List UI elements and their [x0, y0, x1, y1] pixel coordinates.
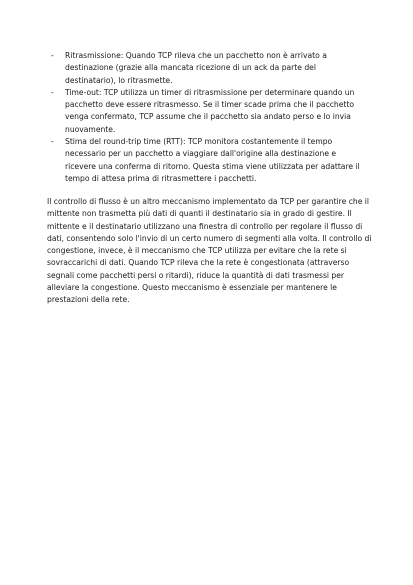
bullet-marker: - [51, 87, 54, 97]
bullet-item-timeout [47, 87, 367, 136]
body-paragraph: Il controllo di flusso è un altro meccanismo implementato da TCP per garantire che il mittente non trasmetta più dati di quanti il destinatario sia in grado di gestire. Il mittente e il destinatario utilizzano una finestra di controllo per regolare il flusso di dati, consentendo solo l'invio di un certo numero di segmenti alla volta. Il controllo di congestione, invece, è il meccanismo che TCP utilizza per evitare che la rete si sovraccarichi di dati. Quando TCP rileva che la rete è congestionata (attraverso segnali come pacchetti persi o ritardi), riduce la quantità di dati trasmessi per alleviare la congestione. Questo meccanismo è essenziale per mantenere le prestazioni della rete. [47, 197, 372, 305]
bullet-item-retransmission [47, 50, 367, 87]
bullet-text: Stima del round-trip time (RTT): TCP monitora costantemente il tempo necessario per un pacchetto a viaggiare dall'origine alla destinazione e ricevere una conferma di ritorno. Questa stima viene utilizzata per adattare il tempo di attesa prima di ritrasmettere i pacchetti. [65, 137, 360, 183]
bullet-text: Time-out: TCP utilizza un timer di ritrasmissione per determinare quando un pacchetto deve essere ritrasmesso. Se il timer scade prima che il pacchetto venga confermato, TCP assume che il pacchetto sia andato perso e lo invia nuovamente. [65, 87, 355, 134]
bullet-marker: - [51, 51, 54, 60]
bullet-list [47, 50, 367, 185]
bullet-text: Ritrasmissione: Quando TCP rileva che un pacchetto non è arrivato a destinazione (grazie alla mancata ricezione di un ack da parte del destinatario), lo ritrasmette. [65, 51, 327, 85]
bullet-item-rtt [47, 136, 367, 185]
bullet-marker: - [51, 137, 54, 147]
